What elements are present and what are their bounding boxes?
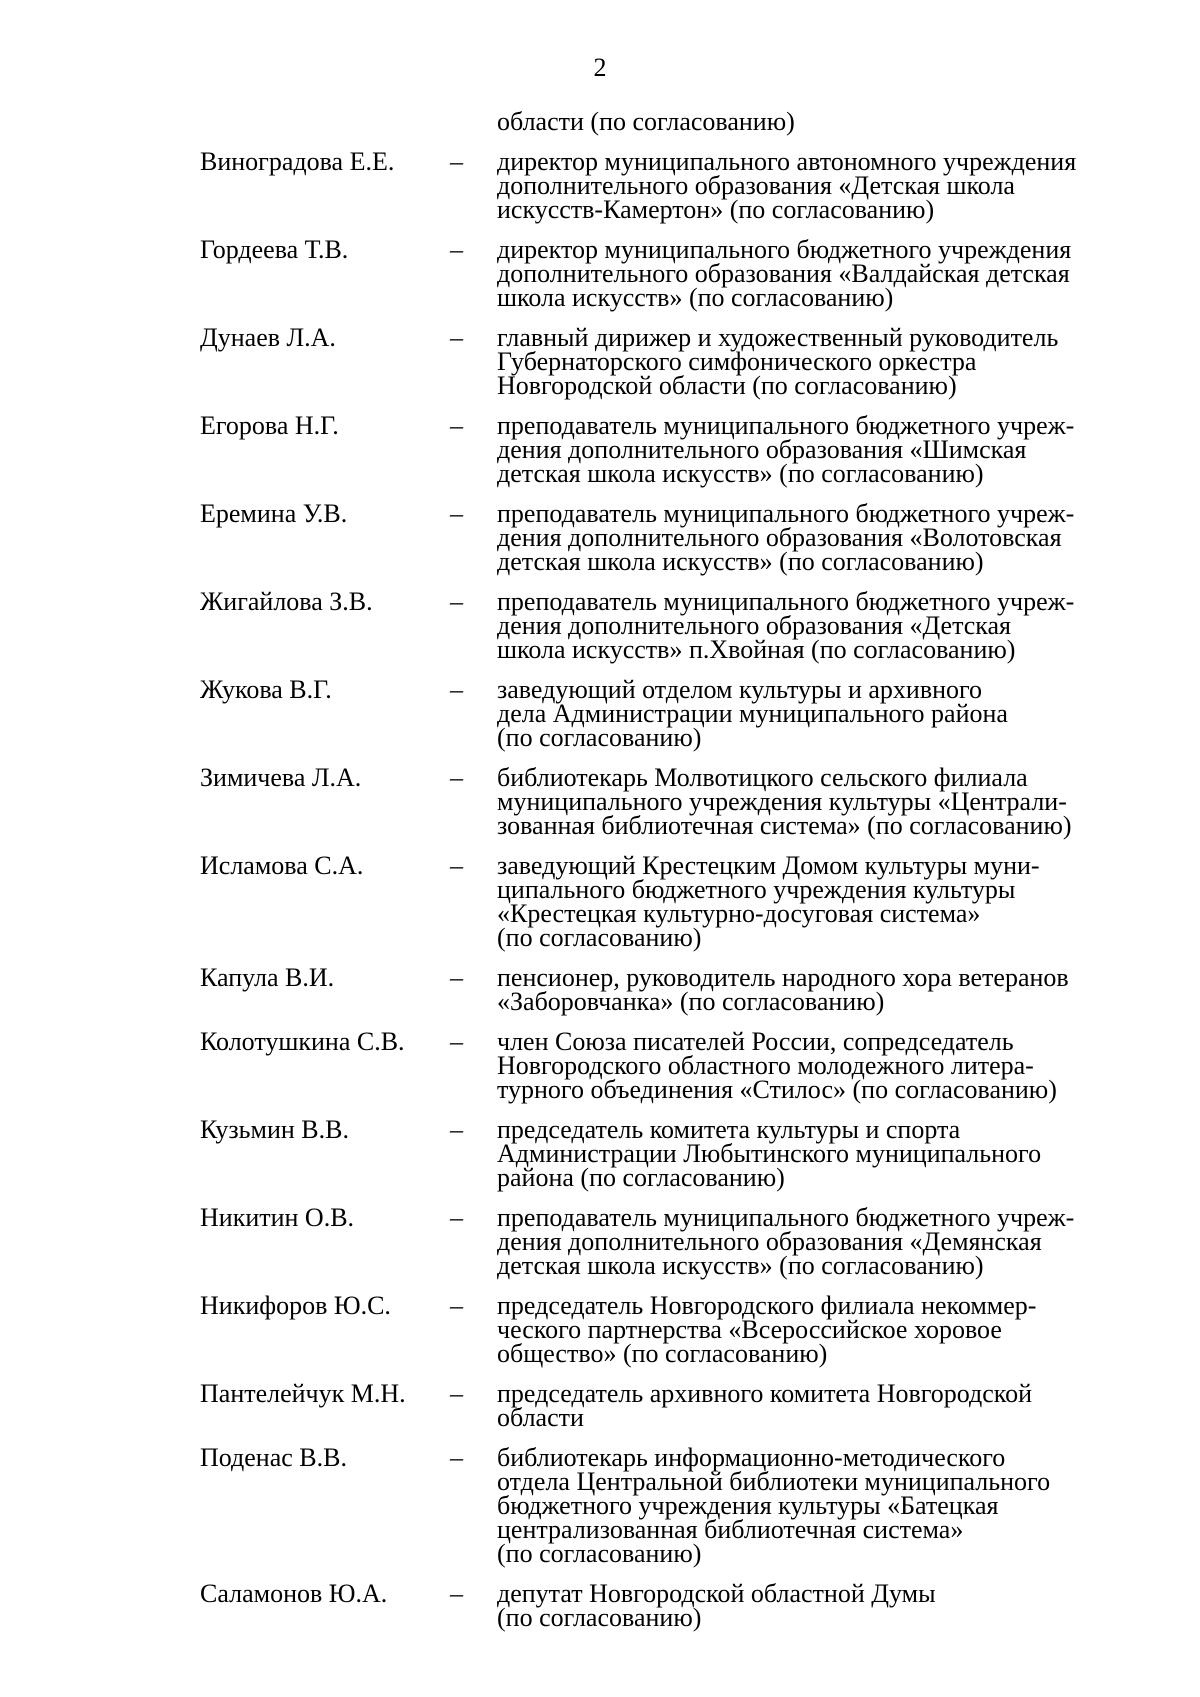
member-row <box>0 235 1200 312</box>
dash-separator: – <box>450 1115 463 1144</box>
dash-separator: – <box>450 147 463 176</box>
member-row <box>0 1291 1200 1368</box>
member-row <box>0 1203 1200 1280</box>
page-number: 2 <box>593 53 607 82</box>
member-name: Кузьмин В.В. <box>200 1115 349 1144</box>
member-row <box>0 763 1200 840</box>
member-name: Еремина У.В. <box>200 499 348 528</box>
member-row <box>0 1379 1200 1432</box>
dash-separator: – <box>450 1203 463 1232</box>
member-row <box>0 1027 1200 1104</box>
dash-separator: – <box>450 323 463 352</box>
dash-separator: – <box>450 1379 463 1408</box>
dash-separator: – <box>450 1291 463 1320</box>
member-position: пенсионер, руководитель народного хора ветеранов «Заборовчанка» (по согласованию) <box>497 963 1069 1016</box>
dash-separator: – <box>450 675 463 704</box>
member-name: Никифоров Ю.С. <box>200 1291 391 1320</box>
member-list <box>0 147 1200 1646</box>
member-position: директор муниципального бюджетного учреждения дополнительного образования «Валдайская детская школа искусств» (по согласованию) <box>497 235 1072 312</box>
member-position: преподаватель муниципального бюджетного учреж- дения дополнительного образования «Детская школа искусств» п.Хвойная (по согласованию) <box>497 587 1075 664</box>
dash-separator: – <box>450 763 463 792</box>
dash-separator: – <box>450 851 463 880</box>
member-position: преподаватель муниципального бюджетного учреж- дения дополнительного образования «Демянская детская школа искусств» (по согласованию) <box>497 1203 1075 1280</box>
member-row <box>0 1443 1200 1568</box>
member-row <box>0 675 1200 752</box>
member-position: председатель архивного комитета Новгородской области <box>497 1379 1033 1432</box>
member-position: член Союза писателей России, сопредседатель Новгородского областного молодежного литера- турного объединения «Стилос» (по согласованию) <box>497 1027 1057 1104</box>
member-name: Поденас В.В. <box>200 1443 347 1472</box>
member-position: председатель комитета культуры и спорта Администрации Любытинского муниципального района (по согласованию) <box>497 1115 1042 1192</box>
dash-separator: – <box>450 1027 463 1056</box>
member-name: Никитин О.В. <box>200 1203 355 1232</box>
member-position: председатель Новгородского филиала некоммер- ческого партнерства «Всероссийское хоровое общество» (по согласованию) <box>497 1291 1037 1368</box>
member-row <box>0 147 1200 224</box>
member-position: преподаватель муниципального бюджетного учреж- дения дополнительного образования «Волотовская детская школа искусств» (по согласованию) <box>497 499 1075 576</box>
member-position: директор муниципального автономного учреждения дополнительного образования «Детская школа искусств-Камертон» (по согласованию) <box>497 147 1077 224</box>
dash-separator: – <box>450 1443 463 1472</box>
member-name: Капула В.И. <box>200 963 335 992</box>
dash-separator: – <box>450 587 463 616</box>
member-name: Жигайлова З.В. <box>200 587 373 616</box>
member-position: библиотекарь информационно-методического отдела Центральной библиотеки муниципального бюджетного учреждения культуры «Батецкая централизованная библиотечная система» (по согласованию) <box>497 1443 1051 1568</box>
member-name: Зимичева Л.А. <box>200 763 362 792</box>
member-row <box>0 499 1200 576</box>
member-position: заведующий отделом культуры и архивного дела Администрации муниципального района (по согласованию) <box>497 675 1008 752</box>
member-name: Исламова С.А. <box>200 851 364 880</box>
dash-separator: – <box>450 235 463 264</box>
member-name: Жукова В.Г. <box>200 675 332 704</box>
member-row <box>0 851 1200 952</box>
member-name: Гордеева Т.В. <box>200 235 349 264</box>
member-position: депутат Новгородской областной Думы (по согласованию) <box>497 1579 936 1632</box>
member-name: Дунаев Л.А. <box>200 323 336 352</box>
member-row <box>0 587 1200 664</box>
member-name: Егорова Н.Г. <box>200 411 339 440</box>
dash-separator: – <box>450 499 463 528</box>
member-row <box>0 963 1200 1016</box>
member-position: заведующий Крестецким Домом культуры муни- ципального бюджетного учреждения культуры «Крестецкая культурно-досуговая система» (по согласованию) <box>497 851 1040 952</box>
member-name: Виноградова Е.Е. <box>200 147 395 176</box>
member-row <box>0 1115 1200 1192</box>
member-row <box>0 411 1200 488</box>
member-name: Пантелейчук М.Н. <box>200 1379 406 1408</box>
dash-separator: – <box>450 1579 463 1608</box>
member-name: Колотушкина С.В. <box>200 1027 405 1056</box>
member-position: библиотекарь Молвотицкого сельского филиала муниципального учреждения культуры «Централи- зованная библиотечная система» (по согласованию) <box>497 763 1072 840</box>
dash-separator: – <box>450 411 463 440</box>
member-row <box>0 323 1200 400</box>
member-row <box>0 1579 1200 1632</box>
continuation-text: области (по согласованию) <box>497 107 795 136</box>
dash-separator: – <box>450 963 463 992</box>
member-position: преподаватель муниципального бюджетного учреж- дения дополнительного образования «Шимская детская школа искусств» (по согласованию) <box>497 411 1075 488</box>
member-name: Саламонов Ю.А. <box>200 1579 388 1608</box>
member-position: главный дирижер и художественный руководитель Губернаторского симфонического оркестра Новгородской области (по согласованию) <box>497 323 1059 400</box>
